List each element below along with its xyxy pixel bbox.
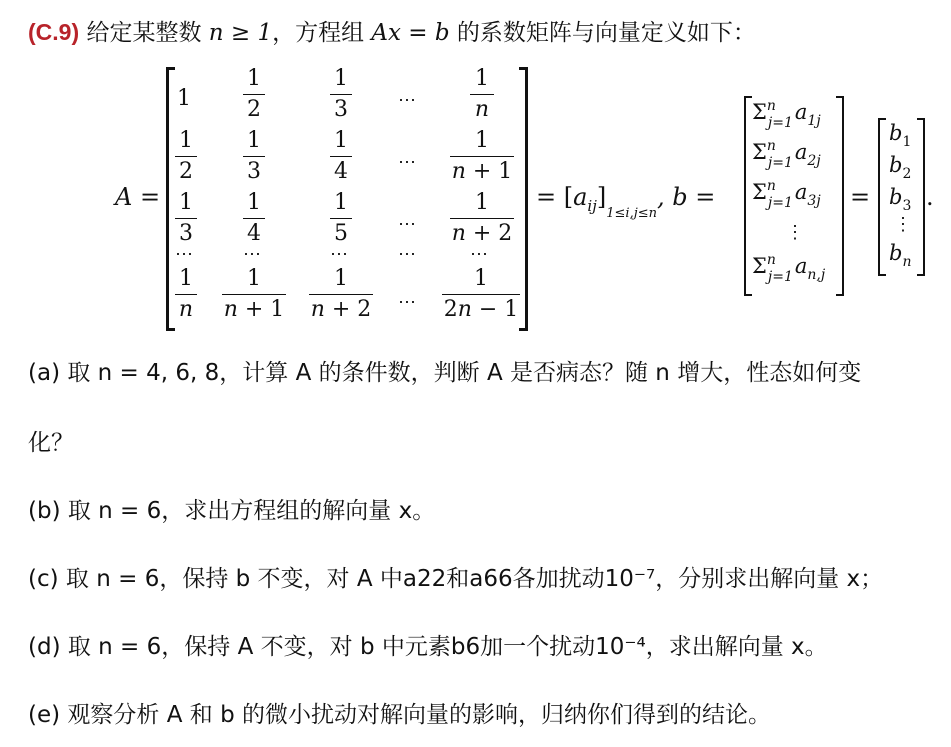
question-d [28,628,828,661]
matrix-cell: 1 2 [175,128,197,185]
matrix-cell: 1 3 [330,66,352,123]
matrix-dots: ⋯ [398,90,416,111]
period: . [926,183,934,211]
sum-entry: $\Sigma^n_{j=1}a_{1j}$ [752,98,821,131]
question-a-continued [28,424,74,457]
header-text-2: ，方程组 [272,20,365,46]
question-label: (d) [28,634,61,660]
question-label: (e) [28,702,61,728]
sum-vector-right-bracket [836,96,844,296]
matrix-cell: 1 n [175,266,197,323]
sum-entry: $\Sigma^n_{j=1}a_{n,j}$ [752,252,826,285]
matrix-cell: 1 4 [243,190,265,247]
question-text: 取 n = 4, 6, 8，计算 A 的条件数，判断 A 是否病态？随 n 增大，性态如何变 [67,360,862,386]
header-text-3: 的系数矩阵与向量定义如下： [456,20,756,46]
b-entry: $b_2$ [889,153,912,182]
matrix-dots: ⋯ [470,244,488,265]
matrix-dots: ⋯ [398,214,416,235]
question-text: 观察分析 A 和 b 的微小扰动对解向量的影响，归纳你们得到的结论。 [67,702,771,728]
matrix-cell: 1 3 [175,190,197,247]
header-math-1: n ≥ 1 [208,20,273,46]
matrix-dots: ⋯ [175,244,193,265]
header-math-2: Ax = b [371,20,450,46]
aij-notation: = $[a_{ij}]_{1\le i,j\le n}$, b = [536,183,716,221]
sum-entry: $\Sigma^n_{j=1}a_{3j}$ [752,178,821,211]
question-text: 取 n = 6，保持 A 不变，对 b 中元素b6加一个扰动10⁻⁴，求出解向量 x。 [67,634,828,660]
problem-tag: (C.9) [28,19,80,45]
matrix-cell: 1 4 [330,128,352,185]
matrix-cell: 1 [177,86,191,111]
b-vector-left-bracket [878,118,886,276]
matrix-dots: ⋯ [398,244,416,265]
matrix-cell: 1 2n − 1 [443,266,519,322]
matrix-cell: 1 n + 1 [223,266,285,322]
question-c [28,560,883,593]
matrix-dots: ⋯ [243,244,261,265]
matrix-right-bracket [519,67,528,331]
header-text-1: 给定某整数 [86,20,202,46]
matrix-left-bracket [166,67,175,331]
matrix-cell: 1 n + 2 [310,266,372,322]
question-label: (b) [28,498,61,524]
matrix-cell: 1 5 [330,190,352,247]
question-label: (c) [28,566,59,592]
equals-sign: = [850,183,871,211]
matrix-cell: 1 3 [243,128,265,185]
matrix-cell: 1 n [470,66,494,123]
matrix-dots: ⋯ [330,244,348,265]
sum-entry: $\Sigma^n_{j=1}a_{2j}$ [752,138,821,171]
question-b [28,492,435,525]
b-entry: $b_3$ [889,185,912,214]
b-vector-right-bracket [917,118,925,276]
matrix-cell: 1 n + 2 [451,190,513,246]
question-label: (a) [28,360,61,386]
question-text: 取 n = 6，求出方程组的解向量 x。 [67,498,436,524]
problem-header [28,14,756,47]
matrix-cell: 1 2 [243,66,265,123]
b-entry: $b_1$ [889,121,912,150]
sum-vector-left-bracket [744,96,752,296]
matrix-dots: ⋯ [398,292,416,313]
question-e [28,696,771,729]
matrix-lhs: A = [115,183,161,211]
matrix-dots: ⋯ [398,152,416,173]
question-text: 取 n = 6，保持 b 不变，对 A 中a22和a66各加扰动10⁻⁷，分别求出解向量 x； [65,566,884,592]
question-text: 化？ [28,430,74,456]
sum-vdots: ⋮ [786,222,804,243]
b-vdots: ⋮ [894,214,912,235]
question-a [28,354,861,387]
b-entry: $b_n$ [889,241,912,270]
matrix-cell: 1 n + 1 [451,128,513,184]
